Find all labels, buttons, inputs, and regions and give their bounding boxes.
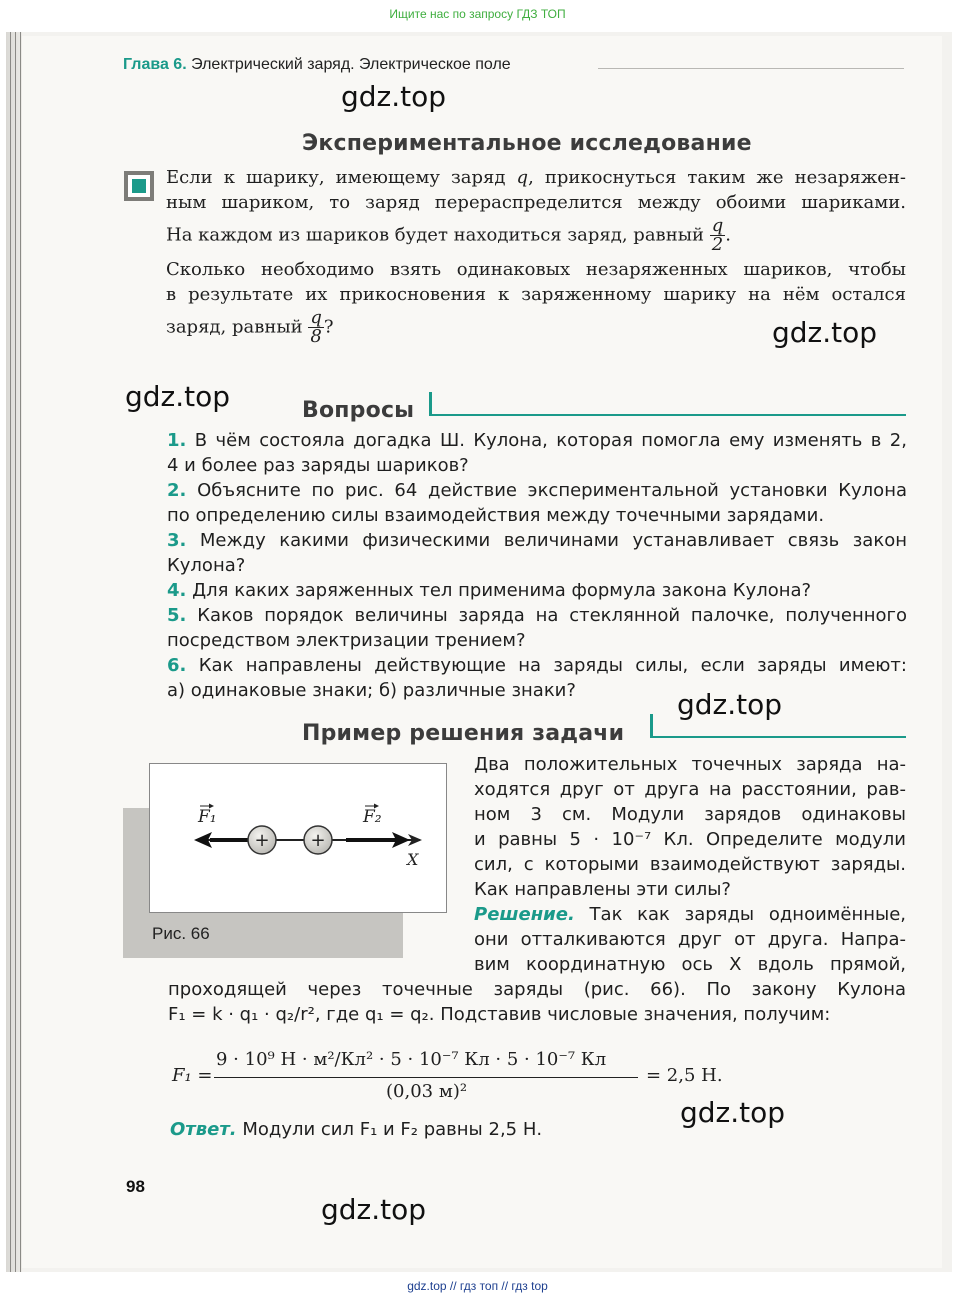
fraction-q-8: $\frac{q}{8}$	[310, 307, 322, 347]
formula-numerator: 9 · 10⁹ Н · м²/Кл² · 5 · 10⁻⁷ Кл · 5 · 10⁻⁷ Кл	[216, 1049, 607, 1070]
label-f1: F₁	[198, 807, 217, 827]
question-item-cont: посредством электризации трением?	[167, 630, 526, 651]
solution-line: они отталкиваются друг от друга. Напра-	[474, 929, 906, 950]
experiment-text	[166, 165, 906, 349]
watermark: gdz.top	[680, 1096, 786, 1129]
label-f2: F₂	[363, 807, 382, 827]
plus-sign-2: +	[310, 830, 326, 851]
experiment-line: заряд, равный $\frac{q}{8}$ ?	[166, 307, 334, 347]
chapter-header	[123, 56, 511, 74]
formula-fraction-bar	[214, 1077, 638, 1078]
problem-line: Как направлены эти силы?	[474, 879, 731, 900]
figure-caption: Рис. 66	[152, 924, 210, 943]
question-item: 6. Как направлены действующие на заряды силы, если заряды имеют:	[167, 655, 907, 676]
spine-line	[15, 32, 16, 1272]
question-item: 4. Для каких заряженных тел применима формула закона Кулона?	[167, 580, 812, 601]
watermark: gdz.top	[321, 1193, 427, 1226]
watermark: gdz.top	[677, 688, 783, 721]
answer-line	[170, 1119, 542, 1140]
formula-lhs: F₁ =	[172, 1065, 213, 1086]
solution-label: Решение.	[474, 904, 575, 925]
plus-sign-1: +	[254, 830, 270, 851]
answer-text: Модули сил F₁ и F₂ равны 2,5 Н.	[236, 1119, 543, 1140]
question-item: 2. Объясните по рис. 64 действие экспериментальной установки Кулона	[167, 480, 907, 501]
problem-line: Два положительных точечных заряда на-	[474, 754, 906, 775]
page-number: 98	[126, 1177, 145, 1196]
experiment-line: ным шариком, то заряд перераспределится между обоими шариками.	[166, 192, 906, 213]
problem-line: ном 3 см. Модули зарядов одинаковы	[474, 804, 906, 825]
chapter-title: Электрический заряд. Электрическое поле	[191, 56, 511, 73]
question-item: 3. Между какими физическими величинами устанавливает связь закон	[167, 530, 907, 551]
experiment-line: Если к шарику, имеющему заряд q, прикоснуться таким же незаряжен-	[166, 167, 907, 188]
problem-text	[474, 752, 906, 977]
solution-line: F₁ = k · q₁ · q₂/r², где q₁ = q₂. Подставив числовые значения, получим:	[168, 1004, 831, 1025]
question-item-cont: по определению силы взаимодействия между точечными зарядами.	[167, 505, 825, 526]
question-item-cont: Кулона?	[167, 555, 246, 576]
footer-links[interactable]: gdz.top // гдз топ // гдз top	[407, 1279, 548, 1293]
section-rule	[650, 736, 906, 738]
question-item: 1. В чём состояла догадка Ш. Кулона, которая помогла ему изменять в 2,	[167, 430, 907, 451]
section-bar	[429, 392, 432, 416]
problem-line: сил, с которыми взаимодействуют заряды.	[474, 854, 906, 875]
formula	[172, 1046, 732, 1108]
formula-result: = 2,5 Н.	[646, 1065, 723, 1086]
spine-line	[10, 32, 11, 1272]
spine-line	[20, 32, 21, 1272]
experiment-line: Сколько необходимо взять одинаковых незаряженных шариков, чтобы	[166, 259, 906, 280]
questions-title: Вопросы	[302, 398, 415, 423]
example-title: Пример решения задачи	[302, 721, 625, 746]
watermark: gdz.top	[125, 380, 231, 413]
experiment-line: На каждом из шариков будет находиться заряд, равный $\frac{q}{2}$ .	[166, 215, 732, 255]
question-item: 5. Каков порядок величины заряда на стеклянной палочке, полученного	[167, 605, 907, 626]
label-axis-x: X	[407, 850, 419, 869]
chapter-label: Глава 6.	[123, 56, 187, 73]
formula-denominator: (0,03 м)²	[386, 1081, 468, 1102]
section-bar	[650, 714, 653, 738]
question-item-cont: а) одинаковые знаки; б) различные знаки?	[167, 680, 576, 701]
problem-line: ходятся друг от друга на расстоянии, рав-	[474, 779, 906, 800]
experiment-title: Экспериментальное исследование	[302, 131, 752, 156]
solution-line: вим координатную ось X вдоль прямой,	[474, 954, 906, 975]
solution-line: Решение. Так как заряды одноимённые,	[474, 904, 906, 925]
questions-list	[167, 428, 907, 703]
chapter-rule	[598, 68, 904, 69]
figure-66-svg	[150, 764, 446, 912]
top-banner[interactable]: Ищите нас по запросу ГДЗ ТОП	[389, 7, 566, 21]
watermark: gdz.top	[341, 80, 447, 113]
solution-text	[168, 977, 906, 1027]
question-item-cont: 4 и более раз заряды шариков?	[167, 455, 469, 476]
experiment-line: в результате их прикосновения к заряженному шарику на нём остался	[166, 284, 906, 305]
problem-line: и равны 5 · 10⁻⁷ Кл. Определите модули	[474, 829, 906, 850]
solution-line: проходящей через точечные заряды (рис. 66). По закону Кулона	[168, 979, 906, 1000]
section-rule	[429, 414, 906, 416]
answer-label: Ответ.	[170, 1119, 237, 1140]
fraction-q-2: $\frac{q}{2}$	[711, 215, 724, 255]
figure-66	[149, 763, 447, 913]
task-marker-icon	[124, 171, 154, 201]
watermark: gdz.top	[772, 316, 878, 349]
